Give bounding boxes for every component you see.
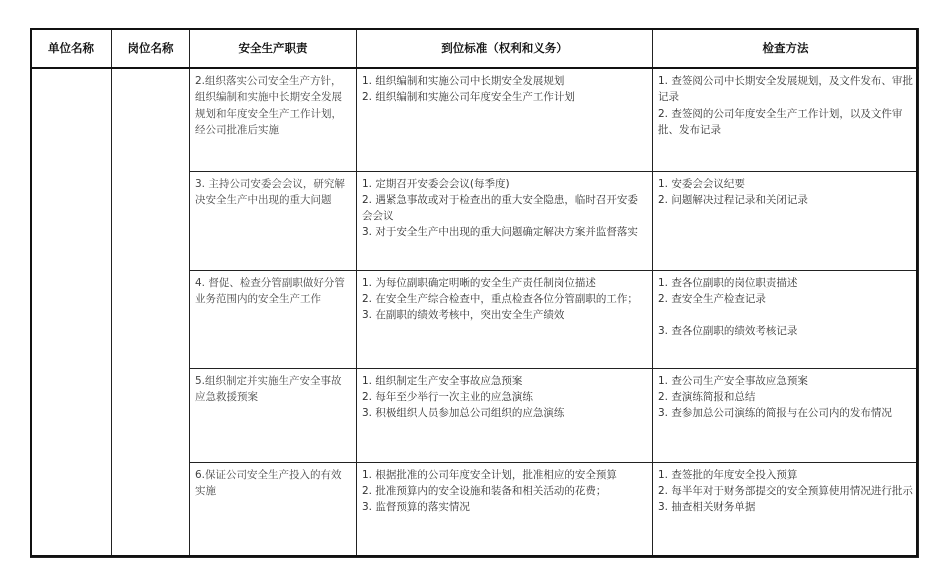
standard-item: 2. 每年至少举行一次主业的应急演练 xyxy=(362,390,533,403)
duty-cell: 2.组织落实公司安全生产方针，组织编制和实施中长期安全发展规划和年度安全生产工作计划，经公司批准后实施 xyxy=(190,68,357,171)
standard-item: 1. 根据批准的公司年度安全计划，批准相应的安全预算 xyxy=(362,468,617,481)
standard-item: 2. 批准预算内的安全设施和装备和相关活动的花费； xyxy=(362,484,607,497)
standard-cell xyxy=(357,270,653,368)
standard-item: 1. 组织制定生产安全事故应急预案 xyxy=(362,374,523,387)
duty-cell: 6.保证公司安全生产投入的有效实施 xyxy=(190,462,357,557)
standard-item: 1. 为每位副职确定明晰的安全生产责任制岗位描述 xyxy=(362,276,596,289)
method-item: 1. 查签阅公司中长期安全发展规划，及文件发布、审批记录 xyxy=(658,75,913,104)
standard-item: 2. 遇紧急事故或对于检查出的重大安全隐患，临时召开安委会会议 xyxy=(362,193,638,223)
method-item: 1. 查签批的年度安全投入预算 xyxy=(658,468,798,481)
standard-item: 1. 组织编制和实施公司中长期安全发展规划 xyxy=(362,75,565,87)
standard-item: 2. 组织编制和实施公司年度安全生产工作计划 xyxy=(362,91,575,104)
standard-item: 2. 在安全生产综合检查中，重点检查各位分管副职的工作； xyxy=(362,292,638,305)
standard-item: 3. 在副职的绩效考核中，突出安全生产绩效 xyxy=(362,309,565,322)
standard-cell xyxy=(357,68,653,171)
method-item: 2. 每半年对于财务部提交的安全预算使用情况进行批示 xyxy=(658,484,913,497)
method-cell xyxy=(653,68,919,171)
method-item: 1. 查公司生产安全事故应急预案 xyxy=(658,374,808,387)
method-item: 2. 查签阅的公司年度安全生产工作计划，以及文件审批、发布记录 xyxy=(658,107,903,136)
method-item: 1. 查各位副职的岗位职责描述 xyxy=(658,276,798,289)
method-item: 2. 查演练简报和总结 xyxy=(658,390,756,403)
table-row xyxy=(31,68,919,171)
method-item: 2. 问题解决过程记录和关闭记录 xyxy=(658,193,808,206)
standard-item: 1. 定期召开安委会会议(每季度) xyxy=(362,177,510,190)
header-unit-name: 单位名称 xyxy=(31,29,112,69)
duty-cell: 3. 主持公司安委会会议，研究解决安全生产中出现的重大问题 xyxy=(190,171,357,270)
method-item: 3. 查参加总公司演练的简报与在公司内的发布情况 xyxy=(658,407,892,420)
method-item: 3. 查各位副职的绩效考核记录 xyxy=(658,325,798,338)
standard-cell xyxy=(357,462,653,557)
method-item: 2. 查安全生产检查记录 xyxy=(658,292,766,305)
header-safety-duty: 安全生产职责 xyxy=(190,29,357,69)
standard-cell xyxy=(357,368,653,462)
header-post-name: 岗位名称 xyxy=(112,29,190,69)
standard-item: 3. 监督预算的落实情况 xyxy=(362,501,470,514)
method-item: 3. 抽查相关财务单据 xyxy=(658,501,756,514)
header-check-method: 检查方法 xyxy=(653,29,919,69)
unit-name-cell xyxy=(31,68,112,557)
list-spacer xyxy=(658,307,914,323)
method-cell xyxy=(653,368,919,462)
duty-cell: 4. 督促、检查分管副职做好分管业务范围内的安全生产工作 xyxy=(190,270,357,368)
method-cell xyxy=(653,270,919,368)
standard-item: 3. 对于安全生产中出现的重大问题确定解决方案并监督落实 xyxy=(362,226,638,239)
method-cell xyxy=(653,462,919,557)
header-row xyxy=(31,29,919,69)
header-standard: 到位标准（权利和义务） xyxy=(357,29,653,69)
responsibility-table xyxy=(30,28,919,558)
method-item: 1. 安委会会议纪要 xyxy=(658,177,745,190)
duty-cell: 5.组织制定并实施生产安全事故应急救援预案 xyxy=(190,368,357,462)
standard-cell xyxy=(357,171,653,270)
post-name-cell xyxy=(112,68,190,557)
standard-item: 3. 积极组织人员参加总公司组织的应急演练 xyxy=(362,407,565,420)
method-cell xyxy=(653,171,919,270)
